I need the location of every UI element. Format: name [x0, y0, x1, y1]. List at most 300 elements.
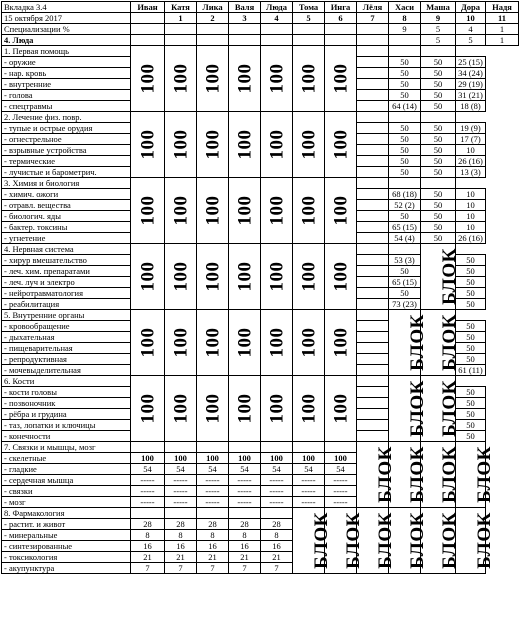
score-100-text: 100 — [234, 63, 255, 94]
item-label: - репродуктивная — [2, 354, 131, 365]
item-value: ----- — [261, 475, 293, 486]
item-value: 68 (18) — [389, 189, 421, 200]
name-header: Валя — [229, 2, 261, 13]
empty-cell — [197, 442, 229, 453]
item-value: 100 — [131, 453, 165, 464]
block-label — [421, 376, 460, 442]
score-100 — [165, 46, 197, 112]
score-100 — [325, 178, 357, 244]
score-100 — [261, 112, 293, 178]
score-100 — [325, 376, 357, 442]
item-value: 25 (15) — [456, 57, 486, 68]
empty-cell — [357, 189, 389, 200]
item-value: 29 (19) — [456, 79, 486, 90]
name-header: Люда — [261, 2, 293, 13]
item-value: 18 (8) — [456, 101, 486, 112]
item-label: - голова — [2, 90, 131, 101]
empty-cell — [357, 420, 389, 431]
item-value: 10 — [456, 189, 486, 200]
score-100-text: 100 — [234, 327, 255, 358]
tab-label: Вкладка 3.4 — [2, 2, 131, 13]
item-label: - дыхательная — [2, 332, 131, 343]
block-label-text: БЛОК — [374, 512, 396, 569]
score-100 — [197, 112, 229, 178]
block-label-text: БЛОК — [406, 512, 428, 569]
item-label: - леч. луч и электро — [2, 277, 131, 288]
score-100-text: 100 — [137, 261, 158, 292]
number-header: 2 — [197, 13, 229, 24]
item-value: 50 — [389, 123, 421, 134]
block-label-text: БЛОК — [406, 314, 428, 371]
item-value: 50 — [456, 299, 486, 310]
block-label — [389, 310, 428, 376]
name-header: Иван — [131, 2, 165, 13]
score-100 — [197, 178, 229, 244]
item-value: 16 — [165, 541, 197, 552]
item-value: 50 — [421, 134, 456, 145]
item-value: 100 — [197, 453, 229, 464]
people-value — [293, 35, 325, 46]
group-title: 6. Кости — [2, 376, 131, 387]
item-label: - гладкие — [2, 464, 131, 475]
group-title-row — [2, 178, 519, 189]
spec-value: 1 — [486, 24, 519, 35]
group-title: 8. Фармакология — [2, 508, 131, 519]
empty-cell — [357, 145, 389, 156]
item-value: ----- — [325, 497, 357, 508]
item-label: - угнетение — [2, 233, 131, 244]
item-value: 7 — [165, 563, 197, 574]
score-100-text: 100 — [330, 63, 351, 94]
item-value: 50 — [456, 354, 486, 365]
item-value: 10 — [456, 211, 486, 222]
people-value — [197, 35, 229, 46]
item-value: ----- — [229, 497, 261, 508]
score-100-text: 100 — [234, 261, 255, 292]
empty-cell — [389, 112, 421, 123]
item-value: 54 — [229, 464, 261, 475]
name-header: Лика — [197, 2, 229, 13]
group-title: 3. Химия и биология — [2, 178, 131, 189]
item-value: 50 — [456, 343, 486, 354]
item-value: 100 — [293, 453, 325, 464]
item-label: - нейротравматология — [2, 288, 131, 299]
block-label — [421, 442, 460, 508]
block-label — [325, 508, 364, 574]
number-header: 8 — [389, 13, 421, 24]
score-100 — [293, 244, 325, 310]
specializations-row — [2, 24, 519, 35]
item-label: - таз, лопатки и ключицы — [2, 420, 131, 431]
empty-cell — [357, 244, 389, 255]
score-100 — [229, 112, 261, 178]
name-header: Катя — [165, 2, 197, 13]
item-value: 54 — [261, 464, 293, 475]
block-label — [293, 508, 332, 574]
item-label: - бактер. токсины — [2, 222, 131, 233]
score-100-text: 100 — [298, 261, 319, 292]
item-label: - хирур вмешательство — [2, 255, 131, 266]
item-label: - реабилитация — [2, 299, 131, 310]
block-label-text: БЛОК — [406, 446, 428, 503]
group-title: 1. Первая помощь — [2, 46, 131, 57]
item-value: 50 — [421, 145, 456, 156]
item-value: 64 (14) — [389, 101, 421, 112]
item-value: ----- — [197, 475, 229, 486]
score-100-text: 100 — [266, 129, 287, 160]
score-100-text: 100 — [137, 63, 158, 94]
item-value: 16 — [229, 541, 261, 552]
empty-cell — [357, 167, 389, 178]
item-value: 50 — [389, 167, 421, 178]
item-value: 8 — [131, 530, 165, 541]
spec-value — [229, 24, 261, 35]
score-100-text: 100 — [266, 393, 287, 424]
number-header: 10 — [456, 13, 486, 24]
block-label-text: БЛОК — [473, 512, 495, 569]
item-value: ----- — [229, 486, 261, 497]
block-label-text: БЛОК — [342, 512, 364, 569]
block-label — [389, 508, 428, 574]
item-value: 19 (9) — [456, 123, 486, 134]
item-value: 50 — [389, 288, 421, 299]
item-label: - рёбра и грудина — [2, 409, 131, 420]
score-100-text: 100 — [170, 261, 191, 292]
item-value: 50 — [389, 145, 421, 156]
empty-cell — [357, 343, 389, 354]
block-label-text: БЛОК — [473, 446, 495, 503]
item-label: - растит. и живот — [2, 519, 131, 530]
item-value: 50 — [421, 123, 456, 134]
item-value: 54 — [325, 464, 357, 475]
spec-value: 5 — [421, 24, 456, 35]
empty-cell — [165, 442, 197, 453]
score-100 — [131, 46, 165, 112]
item-value: 13 (3) — [456, 167, 486, 178]
score-100-text: 100 — [266, 261, 287, 292]
item-value: 50 — [421, 167, 456, 178]
item-value: 8 — [261, 530, 293, 541]
score-100-text: 100 — [298, 63, 319, 94]
score-100 — [293, 178, 325, 244]
spec-value — [357, 24, 389, 35]
empty-cell — [357, 123, 389, 134]
item-value: 54 — [293, 464, 325, 475]
empty-cell — [421, 178, 456, 189]
item-label: - пищеварительная — [2, 343, 131, 354]
block-label — [421, 244, 460, 310]
score-100 — [131, 310, 165, 376]
name-header: Лёля — [357, 2, 389, 13]
empty-cell — [357, 277, 389, 288]
block-label-text: БЛОК — [310, 512, 332, 569]
score-100-text: 100 — [234, 129, 255, 160]
people-row — [2, 35, 519, 46]
item-value: 100 — [229, 453, 261, 464]
name-header: Инга — [325, 2, 357, 13]
score-100 — [131, 112, 165, 178]
item-value: 50 — [421, 57, 456, 68]
score-100 — [131, 376, 165, 442]
item-value: 100 — [165, 453, 197, 464]
spec-value — [131, 24, 165, 35]
score-100-text: 100 — [330, 195, 351, 226]
block-label-text: БЛОК — [438, 446, 460, 503]
score-100 — [293, 376, 325, 442]
item-value: ----- — [325, 475, 357, 486]
item-value: 50 — [456, 332, 486, 343]
score-100 — [165, 178, 197, 244]
score-100-text: 100 — [298, 327, 319, 358]
item-label: - леч. хим. препаратами — [2, 266, 131, 277]
score-100 — [197, 244, 229, 310]
item-label: - акупунктура — [2, 563, 131, 574]
score-100 — [325, 112, 357, 178]
specializations-label: Специализации % — [2, 24, 131, 35]
item-label: - позвоночник — [2, 398, 131, 409]
item-label: - биологич. яды — [2, 211, 131, 222]
number-header: 5 — [293, 13, 325, 24]
item-value: 7 — [261, 563, 293, 574]
group-title-row — [2, 46, 519, 57]
group-title: 2. Лечение физ. повр. — [2, 112, 131, 123]
item-value: 28 — [229, 519, 261, 530]
block-label-text: БЛОК — [438, 248, 460, 305]
score-100-text: 100 — [298, 393, 319, 424]
people-value — [261, 35, 293, 46]
empty-cell — [357, 365, 389, 376]
group-title-row — [2, 112, 519, 123]
item-value: 34 (24) — [456, 68, 486, 79]
name-header: Маша — [421, 2, 456, 13]
item-value: ----- — [229, 475, 261, 486]
empty-cell — [357, 299, 389, 310]
score-100-text: 100 — [330, 327, 351, 358]
item-value: 7 — [131, 563, 165, 574]
item-value: 21 — [165, 552, 197, 563]
item-label: - конечности — [2, 431, 131, 442]
empty-cell — [357, 178, 389, 189]
item-value: 50 — [421, 222, 456, 233]
item-value: 50 — [389, 68, 421, 79]
item-label: - минеральные — [2, 530, 131, 541]
item-value: 50 — [421, 90, 456, 101]
item-value: 50 — [456, 431, 486, 442]
score-100-text: 100 — [170, 327, 191, 358]
score-100 — [293, 46, 325, 112]
item-value: ----- — [293, 486, 325, 497]
item-value: ----- — [165, 475, 197, 486]
score-100-text: 100 — [170, 63, 191, 94]
spec-value: 4 — [456, 24, 486, 35]
item-value: 10 — [456, 200, 486, 211]
item-value: 50 — [421, 200, 456, 211]
block-label-text: БЛОК — [438, 512, 460, 569]
empty-cell — [357, 233, 389, 244]
empty-cell — [357, 68, 389, 79]
spec-value — [197, 24, 229, 35]
item-value: 16 — [131, 541, 165, 552]
empty-cell — [357, 387, 389, 398]
score-100-text: 100 — [137, 393, 158, 424]
item-value: 50 — [389, 156, 421, 167]
date-label: 15 октября 2017 — [2, 13, 131, 24]
group-title: 5. Внутренние органы — [2, 310, 131, 321]
item-label: - лучистые и барометрич. — [2, 167, 131, 178]
item-value: 7 — [197, 563, 229, 574]
people-value — [229, 35, 261, 46]
empty-cell — [165, 508, 197, 519]
name-header: Надя — [486, 2, 519, 13]
empty-cell — [229, 508, 261, 519]
empty-cell — [389, 46, 421, 57]
item-label: - огнестрельное — [2, 134, 131, 145]
empty-cell — [357, 112, 389, 123]
number-header — [131, 13, 165, 24]
empty-cell — [357, 376, 389, 387]
item-value: 50 — [456, 277, 486, 288]
item-label: - тупые и острые орудия — [2, 123, 131, 134]
item-value: ----- — [197, 486, 229, 497]
item-label: - мочевыделительная — [2, 365, 131, 376]
item-value: 50 — [456, 255, 486, 266]
item-value: 10 — [456, 145, 486, 156]
empty-cell — [357, 398, 389, 409]
item-value: ----- — [165, 497, 197, 508]
score-100-text: 100 — [330, 393, 351, 424]
item-value: 50 — [456, 398, 486, 409]
item-value: 50 — [421, 156, 456, 167]
item-value: ----- — [131, 497, 165, 508]
item-value: ----- — [293, 497, 325, 508]
empty-cell — [357, 321, 389, 332]
score-100-text: 100 — [266, 327, 287, 358]
score-100 — [165, 112, 197, 178]
score-100 — [131, 178, 165, 244]
item-value: 54 — [131, 464, 165, 475]
score-100 — [229, 46, 261, 112]
score-100-text: 100 — [170, 195, 191, 226]
number-header: 7 — [357, 13, 389, 24]
empty-cell — [229, 442, 261, 453]
item-value: 21 — [197, 552, 229, 563]
score-100-text: 100 — [298, 195, 319, 226]
score-100 — [165, 244, 197, 310]
item-value: ----- — [197, 497, 229, 508]
item-value: 65 (15) — [389, 222, 421, 233]
score-100-text: 100 — [170, 393, 191, 424]
score-100 — [229, 376, 261, 442]
score-100-text: 100 — [137, 129, 158, 160]
score-100 — [229, 178, 261, 244]
item-value: ----- — [261, 497, 293, 508]
group-title-row — [2, 376, 519, 387]
item-value: 8 — [165, 530, 197, 541]
block-label-text: БЛОК — [438, 314, 460, 371]
people-value — [389, 35, 421, 46]
spec-value — [293, 24, 325, 35]
item-value: 53 (3) — [389, 255, 421, 266]
item-value: 21 — [229, 552, 261, 563]
group-title-row — [2, 310, 519, 321]
people-value — [131, 35, 165, 46]
empty-cell — [357, 288, 389, 299]
item-value: ----- — [131, 486, 165, 497]
item-value: 50 — [456, 321, 486, 332]
item-value: 10 — [456, 222, 486, 233]
skills-table — [1, 1, 519, 574]
empty-cell — [131, 442, 165, 453]
item-value: 28 — [261, 519, 293, 530]
score-100 — [197, 376, 229, 442]
header-row-names — [2, 2, 519, 13]
empty-cell — [357, 431, 389, 442]
empty-cell — [357, 255, 389, 266]
empty-cell — [357, 354, 389, 365]
item-value: 50 — [456, 387, 486, 398]
score-100-text: 100 — [202, 327, 223, 358]
item-value: 50 — [421, 233, 456, 244]
item-label: - кровообращение — [2, 321, 131, 332]
spec-value — [325, 24, 357, 35]
item-value: 50 — [389, 79, 421, 90]
score-100 — [165, 310, 197, 376]
item-label: - нар. кровь — [2, 68, 131, 79]
empty-cell — [357, 211, 389, 222]
people-label: 4. Люда — [2, 35, 131, 46]
item-value: 21 — [261, 552, 293, 563]
item-value: ----- — [165, 486, 197, 497]
item-label: - кости головы — [2, 387, 131, 398]
empty-cell — [357, 57, 389, 68]
empty-cell — [389, 244, 421, 255]
item-value: 31 (21) — [456, 90, 486, 101]
item-value: ----- — [293, 475, 325, 486]
empty-cell — [357, 310, 389, 321]
item-value: ----- — [325, 486, 357, 497]
number-header: 6 — [325, 13, 357, 24]
people-value — [357, 35, 389, 46]
empty-cell — [131, 508, 165, 519]
number-header: 4 — [261, 13, 293, 24]
score-100-text: 100 — [170, 129, 191, 160]
name-header: Дора — [456, 2, 486, 13]
score-100 — [261, 178, 293, 244]
item-value: 16 — [261, 541, 293, 552]
score-100-text: 100 — [202, 195, 223, 226]
empty-cell — [357, 266, 389, 277]
item-value: 21 — [131, 552, 165, 563]
item-value: 100 — [261, 453, 293, 464]
block-label-text: БЛОК — [374, 446, 396, 503]
score-100-text: 100 — [202, 393, 223, 424]
item-value: 50 — [421, 101, 456, 112]
item-label: - скелетные — [2, 453, 131, 464]
group-title-row — [2, 508, 519, 519]
score-100 — [261, 46, 293, 112]
score-100-text: 100 — [298, 129, 319, 160]
empty-cell — [421, 112, 456, 123]
name-header: Хаси — [389, 2, 421, 13]
item-label: - термические — [2, 156, 131, 167]
score-100-text: 100 — [137, 327, 158, 358]
empty-cell — [357, 101, 389, 112]
score-100 — [325, 46, 357, 112]
item-value: 28 — [131, 519, 165, 530]
spec-value — [165, 24, 197, 35]
item-value: 28 — [197, 519, 229, 530]
number-header: 11 — [486, 13, 519, 24]
